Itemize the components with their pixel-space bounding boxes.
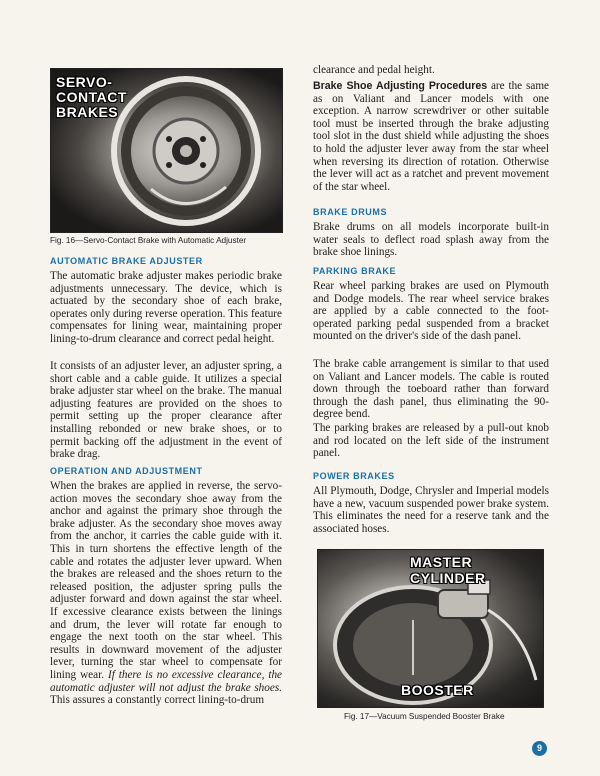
shoe-adjusting-text: are the same as on Valiant and Lancer models with one exception. A narrow screwdriver or other suitable tool must be inserted through the brake adjusting tool slot in the dust shield while adjusting the shoes to hold the adjuster lever away from the star wheel when reversing its direction of rotation. Otherwise the lever will act as a ratchet and prevent movement of the star wheel. xyxy=(313,80,549,193)
heading-brake-drums: BRAKE DRUMS xyxy=(313,207,388,217)
heading-operation-and-adjustment: OPERATION AND ADJUSTMENT xyxy=(50,466,203,476)
figure-16-caption: Fig. 16—Servo-Contact Brake with Automatic Adjuster xyxy=(50,236,247,245)
paragraph-shoe-adjusting xyxy=(313,80,549,193)
operation-text: When the brakes are applied in reverse, the servo-action moves the secondary shoe away from the anchor and against the primary shoe through the brake adjuster. As the secondary shoe moves away from the anchor, it carries the cable guide with it. This in turn shortens the effective length of the cable and rotates the adjuster lever upward. When the brakes are released and the shoes return to the released position, the adjuster spring pulls the adjuster forward and down against the star wheel. If excessive clearance exists between the linings and drum, the lever will rotate far enough to engage the next tooth on the star wheel. This results in downward movement of the adjuster lever, turning the star wheel to compensate for lining wear. xyxy=(50,480,282,681)
label-line: CONTACT xyxy=(56,89,127,105)
page-number-badge: 9 xyxy=(532,741,547,756)
paragraph-operation xyxy=(50,480,282,707)
heading-parking-brake: PARKING BRAKE xyxy=(313,266,397,276)
paragraph-adjuster-intro: The automatic brake adjuster makes periodic brake adjustments unnecessary. The device, which is actuated by the secondary shoe of each brake, operates only during reverse operation. This feature compensates for lining wear, maintaining proper lining-to-drum clearance and correct pedal height. xyxy=(50,270,282,345)
paragraph-adjuster-components: It consists of an adjuster lever, an adjuster spring, a short cable and a cable guide. It utilizes a special brake adjuster star wheel on the brake. The manual adjusting features are provided on the shoes to permit setting up the proper clearance after installing rebonded or new brake shoes, or to permit backing off the adjustment in the event of brake drag. xyxy=(50,360,282,461)
master-cylinder-label: MASTER CYLINDER xyxy=(410,554,486,586)
paragraph-continued: clearance and pedal height. xyxy=(313,64,435,76)
operation-text-end: This assures a constantly correct lining-to-drum xyxy=(50,694,265,707)
paragraph-power-brakes: All Plymouth, Dodge, Chrysler and Imperial models have a new, vacuum suspended power brake system. This eliminates the need for a reserve tank and the associated hoses. xyxy=(313,485,549,535)
figure-17-photo xyxy=(317,549,544,708)
heading-power-brakes: POWER BRAKES xyxy=(313,471,395,481)
heading-automatic-brake-adjuster: AUTOMATIC BRAKE ADJUSTER xyxy=(50,256,203,266)
figure-16-photo xyxy=(50,68,283,233)
booster-label: BOOSTER xyxy=(401,682,474,698)
paragraph-parking-1: Rear wheel parking brakes are used on Plymouth and Dodge models. The rear wheel service brakes are applied by a cable connected to the foot-operated parking pedal suspended from a bracket mounted on the driver's side of the dash panel. xyxy=(313,280,549,343)
figure-16-label xyxy=(56,75,126,120)
label-line: SERVO- xyxy=(56,74,113,90)
paragraph-parking-3: The parking brakes are released by a pull-out knob and rod located on the left side of the instrument panel. xyxy=(313,422,549,460)
figure-17-caption: Fig. 17—Vacuum Suspended Booster Brake xyxy=(344,712,505,721)
operation-italic-note: If there is no excessive clearance, the automatic adjuster will not adjust the brake shoes. xyxy=(50,668,283,694)
shoe-adjusting-lead: Brake Shoe Adjusting Procedures xyxy=(313,80,488,92)
paragraph-brake-drums: Brake drums on all models incorporate built-in water seals to deflect road splash away from the brake shoe linings. xyxy=(313,221,549,259)
paragraph-parking-2: The brake cable arrangement is similar to that used on Valiant and Lancer models. The cable is routed down through the toeboard rather than forward through the dash panel, thus eliminating the 90-degree bend. xyxy=(313,358,549,421)
label-line: BRAKES xyxy=(56,104,119,120)
